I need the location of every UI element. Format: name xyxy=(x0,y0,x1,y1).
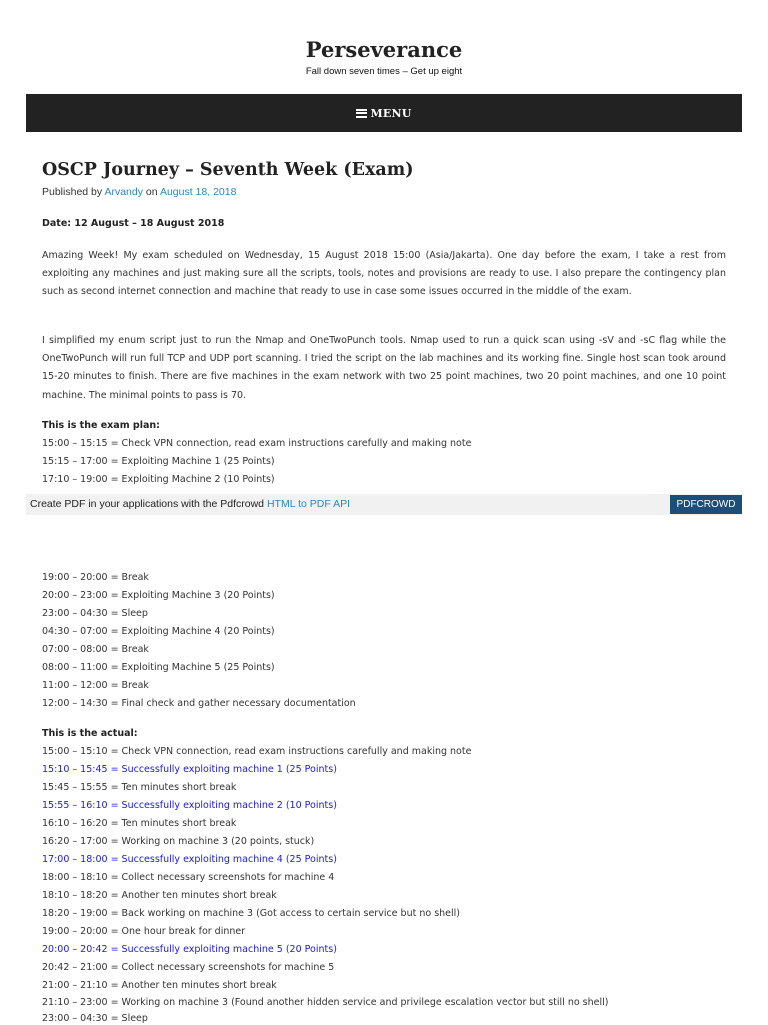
plan-item: 12:00 – 14:30 = Final check and gather necessary documentation xyxy=(42,698,356,709)
date-range: Date: 12 August – 18 August 2018 xyxy=(42,218,225,229)
menu-toggle-button[interactable] xyxy=(26,94,742,132)
actual-item: 15:45 – 15:55 = Ten minutes short break xyxy=(42,782,237,793)
post-byline xyxy=(42,186,236,199)
actual-item: 18:20 – 19:00 = Back working on machine 3 (Got access to certain service but no shell) xyxy=(42,908,460,919)
paragraph-enum: I simplified my enum script just to run the Nmap and OneTwoPunch tools. Nmap used to run a quick scan using -sV and -sC flag while the OneTwoPunch will run full TCP and UDP port scanning. I tried the script on the lab machines and its working fine. Single host scan took around 15-20 minutes to finish. There are five machines in the exam network with two 25 point machines, two 20 point machines, and one 10 point machine. The minimal points to pass is 70. xyxy=(42,335,726,401)
plan-item: 23:00 – 04:30 = Sleep xyxy=(42,608,148,619)
plan-item: 15:15 – 17:00 = Exploiting Machine 1 (25 Points) xyxy=(42,456,275,467)
pdfcrowd-text xyxy=(30,498,350,511)
plan-item: 11:00 – 12:00 = Break xyxy=(42,680,149,691)
plan-item: 20:00 – 23:00 = Exploiting Machine 3 (20 Points) xyxy=(42,590,275,601)
actual-item: 15:10 – 15:45 = Successfully exploiting machine 1 (25 Points) xyxy=(42,764,337,775)
byline-prefix: Published by xyxy=(42,186,103,198)
pdfcrowd-message: Create PDF in your applications with the Pdfcrowd xyxy=(30,498,265,510)
plan-item: 15:00 – 15:15 = Check VPN connection, read exam instructions carefully and making note xyxy=(42,438,472,449)
site-tagline: Fall down seven times – Get up eight xyxy=(305,66,463,77)
actual-item: 17:00 – 18:00 = Successfully exploiting machine 4 (25 Points) xyxy=(42,854,337,865)
actual-item: 15:55 – 16:10 = Successfully exploiting machine 2 (10 Points) xyxy=(42,800,337,811)
site-title[interactable]: Perseverance xyxy=(305,37,463,62)
actual-item: 21:10 – 23:00 = Working on machine 3 (Found another hidden service and privilege escalation vector but still no shell) xyxy=(42,997,609,1008)
actual-item: 23:00 – 04:30 = Sleep xyxy=(42,1013,148,1024)
post-title: OSCP Journey – Seventh Week (Exam) xyxy=(42,160,414,180)
pdfcrowd-banner xyxy=(26,494,742,515)
actual-item: 18:00 – 18:10 = Collect necessary screenshots for machine 4 xyxy=(42,872,335,883)
actual-item: 16:20 – 17:00 = Working on machine 3 (20 points, stuck) xyxy=(42,836,315,847)
post-date-link[interactable]: August 18, 2018 xyxy=(159,186,237,198)
plan-item: 08:00 – 11:00 = Exploiting Machine 5 (25 Points) xyxy=(42,662,275,673)
actual-item: 16:10 – 16:20 = Ten minutes short break xyxy=(42,818,237,829)
plan-heading: This is the exam plan: xyxy=(42,420,160,431)
byline-on: on xyxy=(145,186,158,198)
pdfcrowd-button[interactable]: PDFCROWD xyxy=(670,495,742,514)
actual-item: 19:00 – 20:00 = One hour break for dinner xyxy=(42,926,246,937)
hamburger-icon xyxy=(356,109,367,118)
actual-item: 15:00 – 15:10 = Check VPN connection, read exam instructions carefully and making note xyxy=(42,746,472,757)
paragraph-intro: Amazing Week! My exam scheduled on Wednesday, 15 August 2018 15:00 (Asia/Jakarta). One day before the exam, I take a rest from exploiting any machines and just making sure all the scripts, tools, notes and provisions are ready to use. I also prepare the contingency plan such as second internet connection and machine that ready to use in case some issues occurred in the middle of the exam. xyxy=(42,250,726,298)
actual-item: 20:42 – 21:00 = Collect necessary screenshots for machine 5 xyxy=(42,962,335,973)
pdfcrowd-api-link[interactable]: HTML to PDF API xyxy=(266,498,350,510)
actual-item: 21:00 – 21:10 = Another ten minutes short break xyxy=(42,980,277,991)
actual-item: 20:00 – 20:42 = Successfully exploiting machine 5 (20 Points) xyxy=(42,944,337,955)
plan-item: 19:00 – 20:00 = Break xyxy=(42,572,149,583)
actual-heading: This is the actual: xyxy=(42,728,138,739)
plan-item: 07:00 – 08:00 = Break xyxy=(42,644,149,655)
author-link[interactable]: Arvandy xyxy=(104,186,143,198)
plan-item: 17:10 – 19:00 = Exploiting Machine 2 (10 Points) xyxy=(42,474,275,485)
plan-item: 04:30 – 07:00 = Exploiting Machine 4 (20 Points) xyxy=(42,626,275,637)
menu-label: MENU xyxy=(370,106,412,120)
actual-item: 18:10 – 18:20 = Another ten minutes short break xyxy=(42,890,277,901)
